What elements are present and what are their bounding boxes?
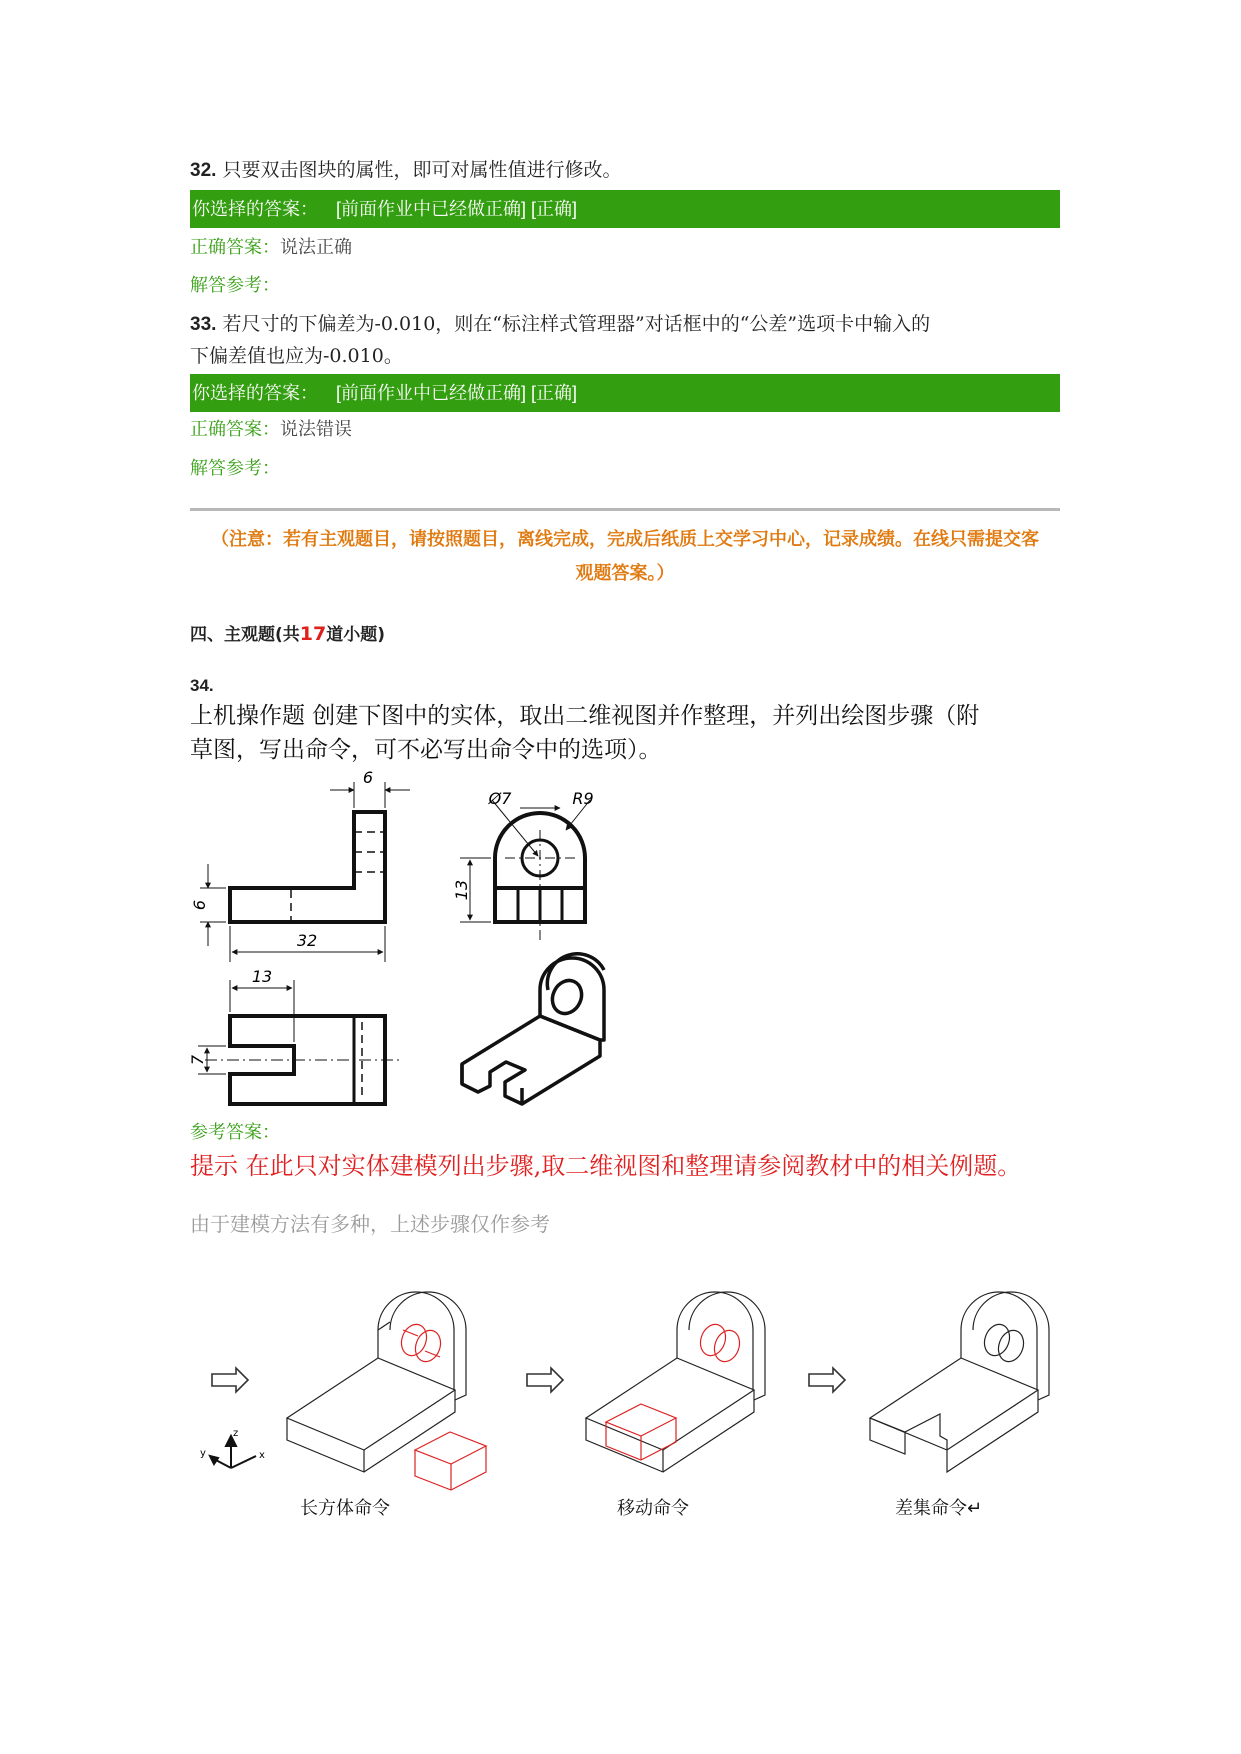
question-number: 32.: [190, 160, 217, 181]
your-answer-label: 你选择的答案：: [192, 383, 318, 404]
question-text-line1: 若尺寸的下偏差为-0.010，则在“标注样式管理器”对话框中的“公差”选项卡中输入的: [222, 313, 931, 335]
answer-reference-label: 解答参考：: [190, 458, 280, 479]
question-text: 只要双击图块的属性，即可对属性值进行修改。: [222, 159, 622, 181]
step-arrow-icon: [212, 1368, 248, 1392]
step1-model: [287, 1292, 486, 1490]
dim-7: 7: [188, 1054, 207, 1066]
step2-caption: 移动命令: [617, 1498, 689, 1519]
dim-13-right: 13: [452, 879, 471, 901]
task-line1: 上机操作题 创建下图中的实体，取出二维视图并作整理，并列出绘图步骤（附: [190, 703, 980, 729]
step2-model: [586, 1292, 765, 1472]
step1-caption: 长方体命令: [300, 1498, 390, 1519]
dim-phi7: Ø7: [488, 789, 512, 808]
step3-caption: 差集命令↵: [895, 1498, 983, 1519]
dim-6-left: 6: [190, 899, 209, 911]
ucs-axis-icon: [210, 1436, 256, 1468]
your-answer-value: [前面作业中已经做正确] [正确]: [336, 383, 578, 403]
section-suffix: 道小题): [326, 625, 386, 645]
reference-answer-label: 参考答案：: [190, 1122, 280, 1143]
axis-z-label: z: [233, 1428, 239, 1439]
dim-r9: R9: [572, 789, 594, 808]
correct-answer-value: 说法正确: [280, 237, 352, 258]
notice-line1: （注意：若有主观题目，请按照题目，离线完成，完成后纸质上交学习中心，记录成绩。在线只需提交客: [211, 529, 1039, 550]
task-line2: 草图，写出命令，可不必写出命令中的选项）。: [190, 737, 662, 763]
correct-answer-value: 说法错误: [280, 419, 352, 440]
correct-answer-label: 正确答案：: [190, 419, 280, 440]
notice-line2: 观题答案。）: [575, 563, 675, 584]
question-34-number: 34.: [190, 676, 214, 695]
dim-32: 32: [296, 931, 318, 950]
axis-y-label: y: [200, 1448, 206, 1459]
dim-6-top: 6: [362, 768, 374, 787]
question-33-line2: 下偏差值也应为-0.010。: [190, 345, 403, 367]
hint-text: 提示 在此只对实体建模列出步骤,取二维视图和整理请参阅教材中的相关例题。: [190, 1152, 1022, 1180]
your-answer-label: 你选择的答案：: [192, 199, 318, 220]
section-prefix: 四、主观题(共: [190, 625, 300, 645]
your-answer-value: [前面作业中已经做正确] [正确]: [336, 199, 578, 219]
axis-x-label: x: [259, 1450, 265, 1461]
correct-answer-label: 正确答案：: [190, 237, 280, 258]
step-arrow-icon: [809, 1368, 845, 1392]
question-number: 33.: [190, 314, 217, 335]
step-arrow-icon: [527, 1368, 563, 1392]
answer-reference-label: 解答参考：: [190, 275, 280, 296]
method-note: 由于建模方法有多种，上述步骤仅作参考: [190, 1212, 550, 1236]
section-count: 17: [299, 623, 327, 645]
step3-model: [870, 1292, 1049, 1472]
dim-13-bottom: 13: [251, 967, 273, 986]
